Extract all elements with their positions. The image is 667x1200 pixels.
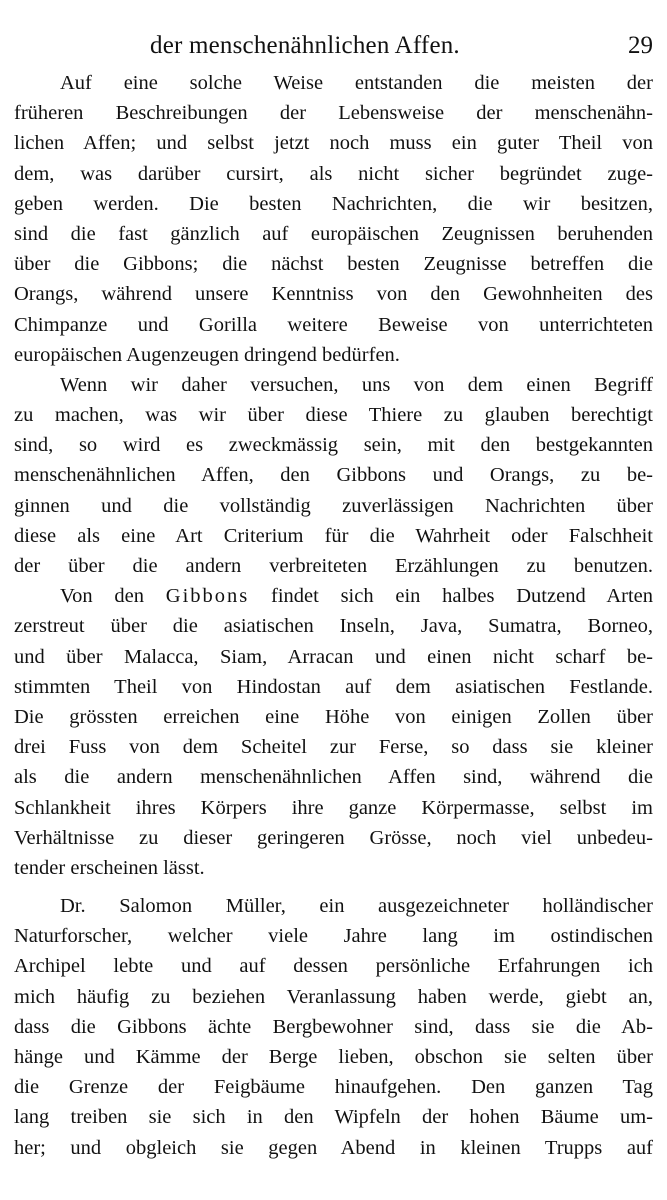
- text-line: Schlankheit ihres Körpers ihre ganze Körpermasse, selbst im: [14, 796, 653, 819]
- text-line: drei Fuss von dem Scheitel zur Ferse, so dass sie kleiner: [14, 736, 653, 759]
- text-line: mich häufig zu beziehen Veranlassung haben werde, giebt an,: [14, 985, 653, 1008]
- running-title: der menschenähnlichen Affen.: [150, 32, 460, 59]
- text-line: her; und obgleich sie gegen Abend in kleinen Trupps auf: [14, 1136, 653, 1159]
- paragraph-gap: [14, 883, 653, 891]
- text-line: menschenähnlichen Affen, den Gibbons und Orangs, zu be-: [14, 464, 653, 487]
- text-line: Orangs, während unsere Kenntniss von den Gewohnheiten des: [14, 283, 653, 306]
- text-line: europäischen Augenzeugen dringend bedürfen.: [14, 343, 400, 366]
- text-line: stimmten Theil von Hindostan auf dem asiatischen Festlande.: [14, 675, 653, 698]
- text-line: tender erscheinen lässt.: [14, 856, 205, 879]
- text-line: über die Gibbons; die nächst besten Zeugnisse betreffen die: [14, 253, 653, 276]
- paragraph-2: [14, 370, 653, 581]
- text-line: sind die fast gänzlich auf europäischen Zeugnissen beruhenden: [14, 222, 653, 245]
- text-line: zu machen, was wir über diese Thiere zu glauben berechtigt: [14, 404, 653, 427]
- text-line: früheren Beschreibungen der Lebensweise der menschenähn-: [14, 102, 653, 125]
- text-line: Naturforscher, welcher viele Jahre lang im ostindischen: [14, 925, 653, 948]
- running-head: [14, 0, 653, 62]
- emphasized-term: Gibbons: [165, 585, 250, 608]
- text-line: ginnen und die vollständig zuverlässigen Nachrichten über: [14, 494, 653, 517]
- text-line: Die grössten erreichen eine Höhe von einigen Zollen über: [14, 705, 653, 728]
- text-line-first: [14, 581, 653, 611]
- text-fragment: Von den: [60, 585, 166, 608]
- text-line: Verhältnisse zu dieser geringeren Grösse, noch viel unbedeu-: [14, 826, 653, 849]
- text-line: die Grenze der Feigbäume hinaufgehen. Den ganzen Tag: [14, 1076, 653, 1099]
- text-line: als die andern menschenähnlichen Affen sind, während die: [14, 766, 653, 789]
- text-line: der über die andern verbreiteten Erzählungen zu benutzen.: [14, 555, 653, 577]
- paragraph-4: [14, 891, 653, 1163]
- text-line: Chimpanze und Gorilla weitere Beweise von unterrichteten: [14, 313, 653, 336]
- text-line: und über Malacca, Siam, Arracan und einen nicht scharf be-: [14, 645, 653, 668]
- text-line: dem, was darüber cursirt, als nicht sicher begründet zuge-: [14, 162, 653, 185]
- text-line: sind, so wird es zweckmässig sein, mit den bestgekannten: [14, 434, 653, 457]
- text-line: Dr. Salomon Müller, ein ausgezeichneter holländischer: [60, 895, 653, 918]
- text-line: lichen Affen; und selbst jetzt noch muss ein guter Theil von: [14, 132, 653, 155]
- book-page: [14, 0, 653, 1200]
- text-line: dass die Gibbons ächte Bergbewohner sind, dass sie die Ab-: [14, 1015, 653, 1038]
- text-fragment: findet sich ein halbes Dutzend Arten: [249, 585, 653, 608]
- page-number: 29: [628, 32, 653, 59]
- body-text: [14, 68, 653, 1163]
- text-line: geben werden. Die besten Nachrichten, die wir besitzen,: [14, 192, 653, 215]
- text-line: Wenn wir daher versuchen, uns von dem einen Begriff: [60, 373, 653, 396]
- text-line: Auf eine solche Weise entstanden die meisten der: [60, 72, 653, 94]
- text-line: hänge und Kämme der Berge lieben, obschon sie selten über: [14, 1046, 653, 1068]
- paragraph-3: [14, 581, 653, 883]
- text-line: lang treiben sie sich in den Wipfeln der hohen Bäume um-: [14, 1106, 653, 1129]
- text-line: Archipel lebte und auf dessen persönliche Erfahrungen ich: [14, 955, 653, 978]
- text-line: diese als eine Art Criterium für die Wahrheit oder Falschheit: [14, 524, 653, 547]
- text-line: zerstreut über die asiatischen Inseln, Java, Sumatra, Borneo,: [14, 615, 653, 638]
- paragraph-1: [14, 68, 653, 370]
